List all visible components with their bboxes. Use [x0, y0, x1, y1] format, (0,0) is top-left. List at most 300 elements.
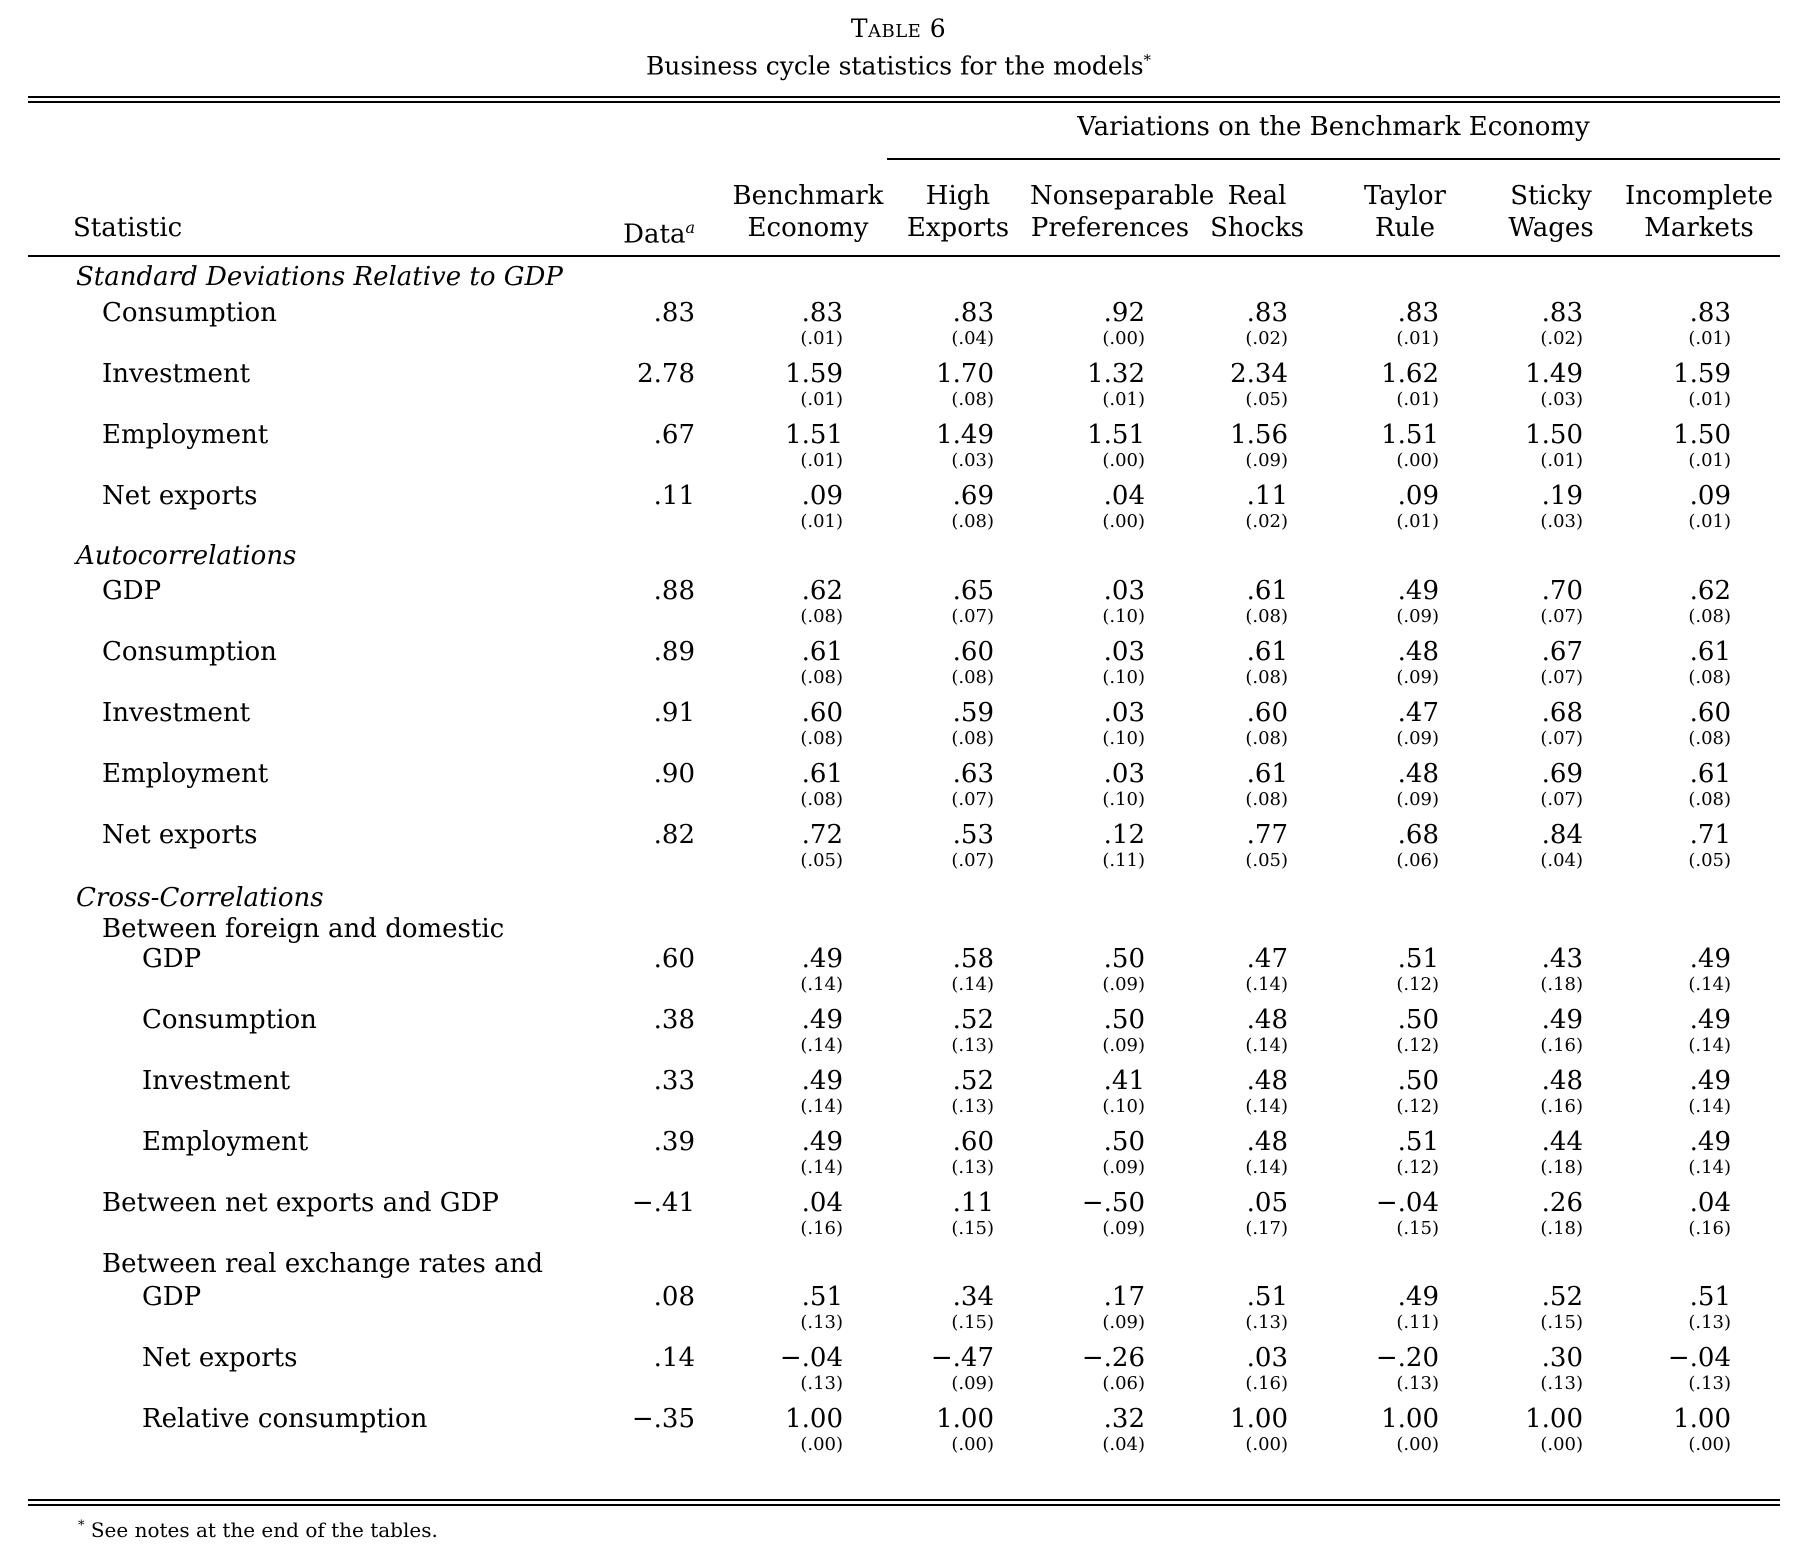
model-value: .61 — [1246, 637, 1288, 667]
model-value: .60 — [952, 637, 994, 667]
column-header-line: High — [925, 181, 991, 211]
standard-error: (.01) — [800, 450, 843, 471]
model-value: .92 — [1103, 298, 1145, 328]
standard-error: (.14) — [1688, 974, 1731, 995]
model-value: 1.51 — [785, 420, 843, 450]
model-value: −.47 — [930, 1343, 994, 1373]
standard-error: (.08) — [951, 667, 994, 688]
standard-error: (.14) — [800, 974, 843, 995]
model-value: 1.59 — [785, 359, 843, 389]
row-label: Employment — [142, 1127, 309, 1157]
column-header-line: Markets — [1644, 213, 1754, 243]
row-label: Between net exports and GDP — [102, 1188, 499, 1218]
standard-error: (.06) — [1396, 850, 1439, 871]
standard-error: (.13) — [1688, 1373, 1731, 1394]
standard-error: (.01) — [1540, 450, 1583, 471]
model-value: .50 — [1103, 1005, 1145, 1035]
standard-error: (.12) — [1396, 1157, 1439, 1178]
model-value: .52 — [1541, 1282, 1583, 1312]
standard-error: (.12) — [1396, 1035, 1439, 1056]
model-value: .61 — [801, 759, 843, 789]
row-label: Employment — [102, 420, 269, 450]
standard-error: (.14) — [800, 1035, 843, 1056]
standard-error: (.02) — [1245, 511, 1288, 532]
standard-error: (.09) — [1396, 667, 1439, 688]
model-value: .67 — [1541, 637, 1583, 667]
model-value: .69 — [1541, 759, 1583, 789]
subgroup-label: Between real exchange rates and — [102, 1249, 544, 1279]
row-label: GDP — [102, 576, 162, 606]
column-header-line: Taylor — [1364, 181, 1446, 211]
data-value: .08 — [653, 1282, 695, 1312]
standard-error: (.01) — [1396, 328, 1439, 349]
model-value: .83 — [952, 298, 994, 328]
model-value: .48 — [1541, 1066, 1583, 1096]
model-value: .48 — [1246, 1127, 1288, 1157]
column-header — [1177, 180, 1337, 244]
section-heading: Standard Deviations Relative to GDP — [76, 262, 563, 292]
bottom-rule-1 — [28, 1499, 1780, 1501]
model-value: .83 — [801, 298, 843, 328]
subgroup-label: Between foreign and domestic — [102, 914, 505, 944]
column-header-line: Economy — [747, 213, 869, 243]
model-value: .11 — [1246, 481, 1288, 511]
standard-error: (.14) — [1245, 974, 1288, 995]
data-value: .82 — [653, 820, 695, 850]
standard-error: (.00) — [1245, 1434, 1288, 1455]
row-label: Investment — [102, 698, 251, 728]
standard-error: (.08) — [800, 667, 843, 688]
standard-error: (.00) — [1540, 1434, 1583, 1455]
standard-error: (.02) — [1245, 328, 1288, 349]
data-value: .67 — [653, 420, 695, 450]
model-value: −.20 — [1375, 1343, 1439, 1373]
standard-error: (.17) — [1245, 1218, 1288, 1239]
standard-error: (.08) — [1688, 789, 1731, 810]
model-value: .50 — [1103, 1127, 1145, 1157]
model-value: −.04 — [779, 1343, 843, 1373]
standard-error: (.14) — [1245, 1096, 1288, 1117]
model-value: .65 — [952, 576, 994, 606]
column-header — [1325, 180, 1485, 244]
data-value: −.35 — [631, 1404, 695, 1434]
standard-error: (.15) — [951, 1312, 994, 1333]
top-rule-1 — [28, 96, 1780, 98]
model-value: .60 — [1246, 698, 1288, 728]
standard-error: (.12) — [1396, 1096, 1439, 1117]
standard-error: (.01) — [800, 389, 843, 410]
model-value: .62 — [1689, 576, 1731, 606]
standard-error: (.13) — [951, 1035, 994, 1056]
column-header-line: Exports — [906, 213, 1010, 243]
data-value: .88 — [653, 576, 695, 606]
model-value: .04 — [801, 1188, 843, 1218]
standard-error: (.14) — [800, 1157, 843, 1178]
standard-error: (.08) — [951, 728, 994, 749]
model-value: .49 — [801, 944, 843, 974]
model-value: 1.00 — [1673, 1404, 1731, 1434]
row-label: Investment — [142, 1066, 291, 1096]
column-header — [878, 180, 1038, 244]
model-value: 1.50 — [1525, 420, 1583, 450]
standard-error: (.16) — [1540, 1096, 1583, 1117]
section-heading: Cross-Correlations — [76, 883, 324, 913]
column-header-line: Sticky — [1510, 181, 1592, 211]
standard-error: (.08) — [1245, 728, 1288, 749]
standard-error: (.14) — [1245, 1157, 1288, 1178]
standard-error: (.00) — [951, 1434, 994, 1455]
caption-text: Business cycle statistics for the models — [645, 51, 1144, 81]
model-value: .47 — [1397, 698, 1439, 728]
data-value: .91 — [653, 698, 695, 728]
model-value: 1.70 — [936, 359, 994, 389]
data-value: .83 — [653, 298, 695, 328]
model-value: 1.32 — [1087, 359, 1145, 389]
model-value: .49 — [1689, 944, 1731, 974]
model-value: .83 — [1541, 298, 1583, 328]
standard-error: (.13) — [1396, 1373, 1439, 1394]
standard-error: (.01) — [1102, 389, 1145, 410]
standard-error: (.05) — [1688, 850, 1731, 871]
row-label: Net exports — [102, 481, 258, 511]
standard-error: (.05) — [1245, 850, 1288, 871]
standard-error: (.01) — [800, 511, 843, 532]
standard-error: (.16) — [1245, 1373, 1288, 1394]
model-value: .03 — [1246, 1343, 1288, 1373]
model-value: .49 — [801, 1066, 843, 1096]
model-value: .03 — [1103, 698, 1145, 728]
model-value: .03 — [1103, 576, 1145, 606]
standard-error: (.02) — [1540, 328, 1583, 349]
model-value: .68 — [1397, 820, 1439, 850]
standard-error: (.00) — [1396, 450, 1439, 471]
standard-error: (.04) — [951, 328, 994, 349]
model-value: .69 — [952, 481, 994, 511]
model-value: .71 — [1689, 820, 1731, 850]
model-value: .34 — [952, 1282, 994, 1312]
model-value: 1.00 — [936, 1404, 994, 1434]
model-value: .62 — [801, 576, 843, 606]
standard-error: (.07) — [1540, 606, 1583, 627]
row-label: Consumption — [102, 637, 277, 667]
model-value: .48 — [1397, 637, 1439, 667]
model-value: .63 — [952, 759, 994, 789]
model-value: .49 — [801, 1005, 843, 1035]
model-value: .49 — [1689, 1005, 1731, 1035]
column-header-line: Rule — [1374, 213, 1436, 243]
model-value: .09 — [801, 481, 843, 511]
standard-error: (.01) — [800, 328, 843, 349]
row-label: Employment — [102, 759, 269, 789]
standard-error: (.01) — [1688, 389, 1731, 410]
model-value: .59 — [952, 698, 994, 728]
model-value: .49 — [801, 1127, 843, 1157]
model-value: 1.00 — [1230, 1404, 1288, 1434]
model-value: 2.34 — [1230, 359, 1288, 389]
standard-error: (.09) — [1102, 1312, 1145, 1333]
standard-error: (.14) — [1688, 1157, 1731, 1178]
standard-error: (.18) — [1540, 974, 1583, 995]
standard-error: (.10) — [1102, 606, 1145, 627]
data-value: .89 — [653, 637, 695, 667]
standard-error: (.03) — [1540, 389, 1583, 410]
column-header-line: Incomplete — [1624, 181, 1774, 211]
standard-error: (.01) — [1688, 328, 1731, 349]
standard-error: (.10) — [1102, 789, 1145, 810]
model-value: 1.62 — [1381, 359, 1439, 389]
model-value: .30 — [1541, 1343, 1583, 1373]
standard-error: (.03) — [951, 450, 994, 471]
row-label: Consumption — [102, 298, 277, 328]
model-value: .48 — [1246, 1066, 1288, 1096]
standard-error: (.13) — [800, 1312, 843, 1333]
model-value: −.26 — [1081, 1343, 1145, 1373]
model-value: .17 — [1103, 1282, 1145, 1312]
standard-error: (.18) — [1540, 1218, 1583, 1239]
model-value: −.04 — [1667, 1343, 1731, 1373]
model-value: .51 — [801, 1282, 843, 1312]
standard-error: (.09) — [1102, 1218, 1145, 1239]
table-label: Table 6 — [850, 14, 947, 43]
model-value: 1.49 — [936, 420, 994, 450]
model-value: .49 — [1541, 1005, 1583, 1035]
model-value: 1.51 — [1087, 420, 1145, 450]
standard-error: (.08) — [951, 389, 994, 410]
model-value: .43 — [1541, 944, 1583, 974]
model-value: .60 — [952, 1127, 994, 1157]
standard-error: (.00) — [800, 1434, 843, 1455]
data-value: .39 — [653, 1127, 695, 1157]
column-header-line: Real — [1227, 181, 1287, 211]
statistic-header: Statistic — [73, 213, 183, 243]
standard-error: (.10) — [1102, 667, 1145, 688]
top-rule-2 — [28, 101, 1780, 103]
standard-error: (.08) — [800, 606, 843, 627]
model-value: .70 — [1541, 576, 1583, 606]
model-value: .51 — [1397, 944, 1439, 974]
model-value: .51 — [1246, 1282, 1288, 1312]
standard-error: (.05) — [800, 850, 843, 871]
standard-error: (.09) — [1396, 789, 1439, 810]
standard-error: (.16) — [1688, 1218, 1731, 1239]
model-value: .12 — [1103, 820, 1145, 850]
standard-error: (.13) — [951, 1096, 994, 1117]
data-value: −.41 — [631, 1188, 695, 1218]
standard-error: (.01) — [1688, 450, 1731, 471]
column-header-line: Wages — [1508, 213, 1594, 243]
model-value: .49 — [1397, 1282, 1439, 1312]
model-value: 1.00 — [1525, 1404, 1583, 1434]
standard-error: (.16) — [800, 1218, 843, 1239]
standard-error: (.07) — [1540, 728, 1583, 749]
model-value: .50 — [1103, 944, 1145, 974]
model-value: .51 — [1397, 1127, 1439, 1157]
model-value: .50 — [1397, 1005, 1439, 1035]
standard-error: (.04) — [1540, 850, 1583, 871]
model-value: .49 — [1397, 576, 1439, 606]
column-header — [1619, 180, 1779, 244]
model-value: .60 — [1689, 698, 1731, 728]
model-value: .49 — [1689, 1127, 1731, 1157]
standard-error: (.09) — [1396, 728, 1439, 749]
standard-error: (.09) — [1102, 974, 1145, 995]
standard-error: (.07) — [951, 606, 994, 627]
model-value: .09 — [1689, 481, 1731, 511]
standard-error: (.11) — [1396, 1312, 1439, 1333]
model-value: .48 — [1246, 1005, 1288, 1035]
standard-error: (.08) — [800, 789, 843, 810]
group-header: Variations on the Benchmark Economy — [1077, 112, 1590, 142]
standard-error: (.07) — [1540, 789, 1583, 810]
footnote-text: See notes at the end of the tables. — [90, 1518, 438, 1542]
section-heading: Autocorrelations — [76, 541, 297, 571]
data-value: .33 — [653, 1066, 695, 1096]
standard-error: (.14) — [1245, 1035, 1288, 1056]
model-value: .61 — [1246, 576, 1288, 606]
header-rule — [28, 255, 1780, 257]
model-value: .77 — [1246, 820, 1288, 850]
model-value: .49 — [1689, 1066, 1731, 1096]
column-header-line: Preferences — [1030, 213, 1190, 243]
bottom-rule-2 — [28, 1504, 1780, 1506]
data-value: .11 — [653, 481, 695, 511]
row-label: Net exports — [102, 820, 258, 850]
standard-error: (.15) — [1540, 1312, 1583, 1333]
standard-error: (.08) — [1245, 606, 1288, 627]
standard-error: (.08) — [1688, 728, 1731, 749]
model-value: .50 — [1397, 1066, 1439, 1096]
model-value: .61 — [801, 637, 843, 667]
model-value: .32 — [1103, 1404, 1145, 1434]
column-header — [1471, 180, 1631, 244]
model-value: .68 — [1541, 698, 1583, 728]
column-header-line: Shocks — [1210, 213, 1304, 243]
standard-error: (.09) — [1396, 606, 1439, 627]
standard-error: (.15) — [951, 1218, 994, 1239]
model-value: .03 — [1103, 637, 1145, 667]
model-value: .61 — [1689, 759, 1731, 789]
standard-error: (.10) — [1102, 1096, 1145, 1117]
standard-error: (.08) — [1245, 667, 1288, 688]
model-value: .51 — [1689, 1282, 1731, 1312]
data-value: .90 — [653, 759, 695, 789]
column-header — [728, 180, 888, 244]
footnote — [78, 1518, 438, 1542]
model-value: .83 — [1689, 298, 1731, 328]
column-header-line: Nonseparable — [1030, 181, 1215, 211]
standard-error: (.13) — [1688, 1312, 1731, 1333]
standard-error: (.08) — [1245, 789, 1288, 810]
row-label: GDP — [142, 1282, 202, 1312]
model-value: .26 — [1541, 1188, 1583, 1218]
table-caption — [0, 44, 1797, 82]
standard-error: (.14) — [1688, 1096, 1731, 1117]
model-value: 1.50 — [1673, 420, 1731, 450]
model-value: .58 — [952, 944, 994, 974]
standard-error: (.09) — [951, 1373, 994, 1394]
standard-error: (.00) — [1396, 1434, 1439, 1455]
row-label: GDP — [142, 944, 202, 974]
group-header-rule — [887, 158, 1780, 160]
model-value: 1.49 — [1525, 359, 1583, 389]
data-value: .60 — [653, 944, 695, 974]
standard-error: (.01) — [1688, 511, 1731, 532]
standard-error: (.15) — [1396, 1218, 1439, 1239]
model-value: .09 — [1397, 481, 1439, 511]
column-header — [1030, 180, 1215, 244]
standard-error: (.00) — [1102, 450, 1145, 471]
model-value: .48 — [1397, 759, 1439, 789]
standard-error: (.14) — [1688, 1035, 1731, 1056]
row-label: Relative consumption — [142, 1404, 428, 1434]
model-value: −.04 — [1375, 1188, 1439, 1218]
model-value: .53 — [952, 820, 994, 850]
standard-error: (.13) — [1245, 1312, 1288, 1333]
model-value: .41 — [1103, 1066, 1145, 1096]
standard-error: (.06) — [1102, 1373, 1145, 1394]
model-value: .11 — [952, 1188, 994, 1218]
row-label: Consumption — [142, 1005, 317, 1035]
model-value: .05 — [1246, 1188, 1288, 1218]
model-value: .83 — [1397, 298, 1439, 328]
data-value: 2.78 — [637, 359, 695, 389]
model-value: 1.51 — [1381, 420, 1439, 450]
standard-error: (.13) — [951, 1157, 994, 1178]
standard-error: (.16) — [1540, 1035, 1583, 1056]
standard-error: (.12) — [1396, 974, 1439, 995]
standard-error: (.08) — [951, 511, 994, 532]
standard-error: (.13) — [1540, 1373, 1583, 1394]
standard-error: (.04) — [1102, 1434, 1145, 1455]
standard-error: (.01) — [1396, 511, 1439, 532]
model-value: −.50 — [1081, 1188, 1145, 1218]
standard-error: (.08) — [1688, 667, 1731, 688]
standard-error: (.13) — [800, 1373, 843, 1394]
data-value: .38 — [653, 1005, 695, 1035]
table-title-block — [0, 14, 1797, 82]
model-value: .83 — [1246, 298, 1288, 328]
model-value: .44 — [1541, 1127, 1583, 1157]
footnote-mark: * — [78, 1518, 85, 1534]
standard-error: (.08) — [1688, 606, 1731, 627]
data-value: .14 — [653, 1343, 695, 1373]
row-label: Net exports — [142, 1343, 298, 1373]
model-value: 1.56 — [1230, 420, 1288, 450]
column-header-line: Benchmark — [732, 181, 884, 211]
model-value: .52 — [952, 1005, 994, 1035]
data-header: Data$^a$ — [623, 218, 695, 250]
model-value: .60 — [801, 698, 843, 728]
model-value: .03 — [1103, 759, 1145, 789]
model-value: .04 — [1689, 1188, 1731, 1218]
standard-error: (.18) — [1540, 1157, 1583, 1178]
standard-error: (.09) — [1102, 1157, 1145, 1178]
model-value: .47 — [1246, 944, 1288, 974]
standard-error: (.14) — [951, 974, 994, 995]
standard-error: (.00) — [1102, 511, 1145, 532]
model-value: 1.00 — [1381, 1404, 1439, 1434]
standard-error: (.11) — [1102, 850, 1145, 871]
model-value: 1.00 — [785, 1404, 843, 1434]
model-value: .61 — [1246, 759, 1288, 789]
standard-error: (.00) — [1688, 1434, 1731, 1455]
standard-error: (.09) — [1102, 1035, 1145, 1056]
standard-error: (.14) — [800, 1096, 843, 1117]
standard-error: (.07) — [951, 789, 994, 810]
model-value: .61 — [1689, 637, 1731, 667]
model-value: 1.59 — [1673, 359, 1731, 389]
row-label: Investment — [102, 359, 251, 389]
